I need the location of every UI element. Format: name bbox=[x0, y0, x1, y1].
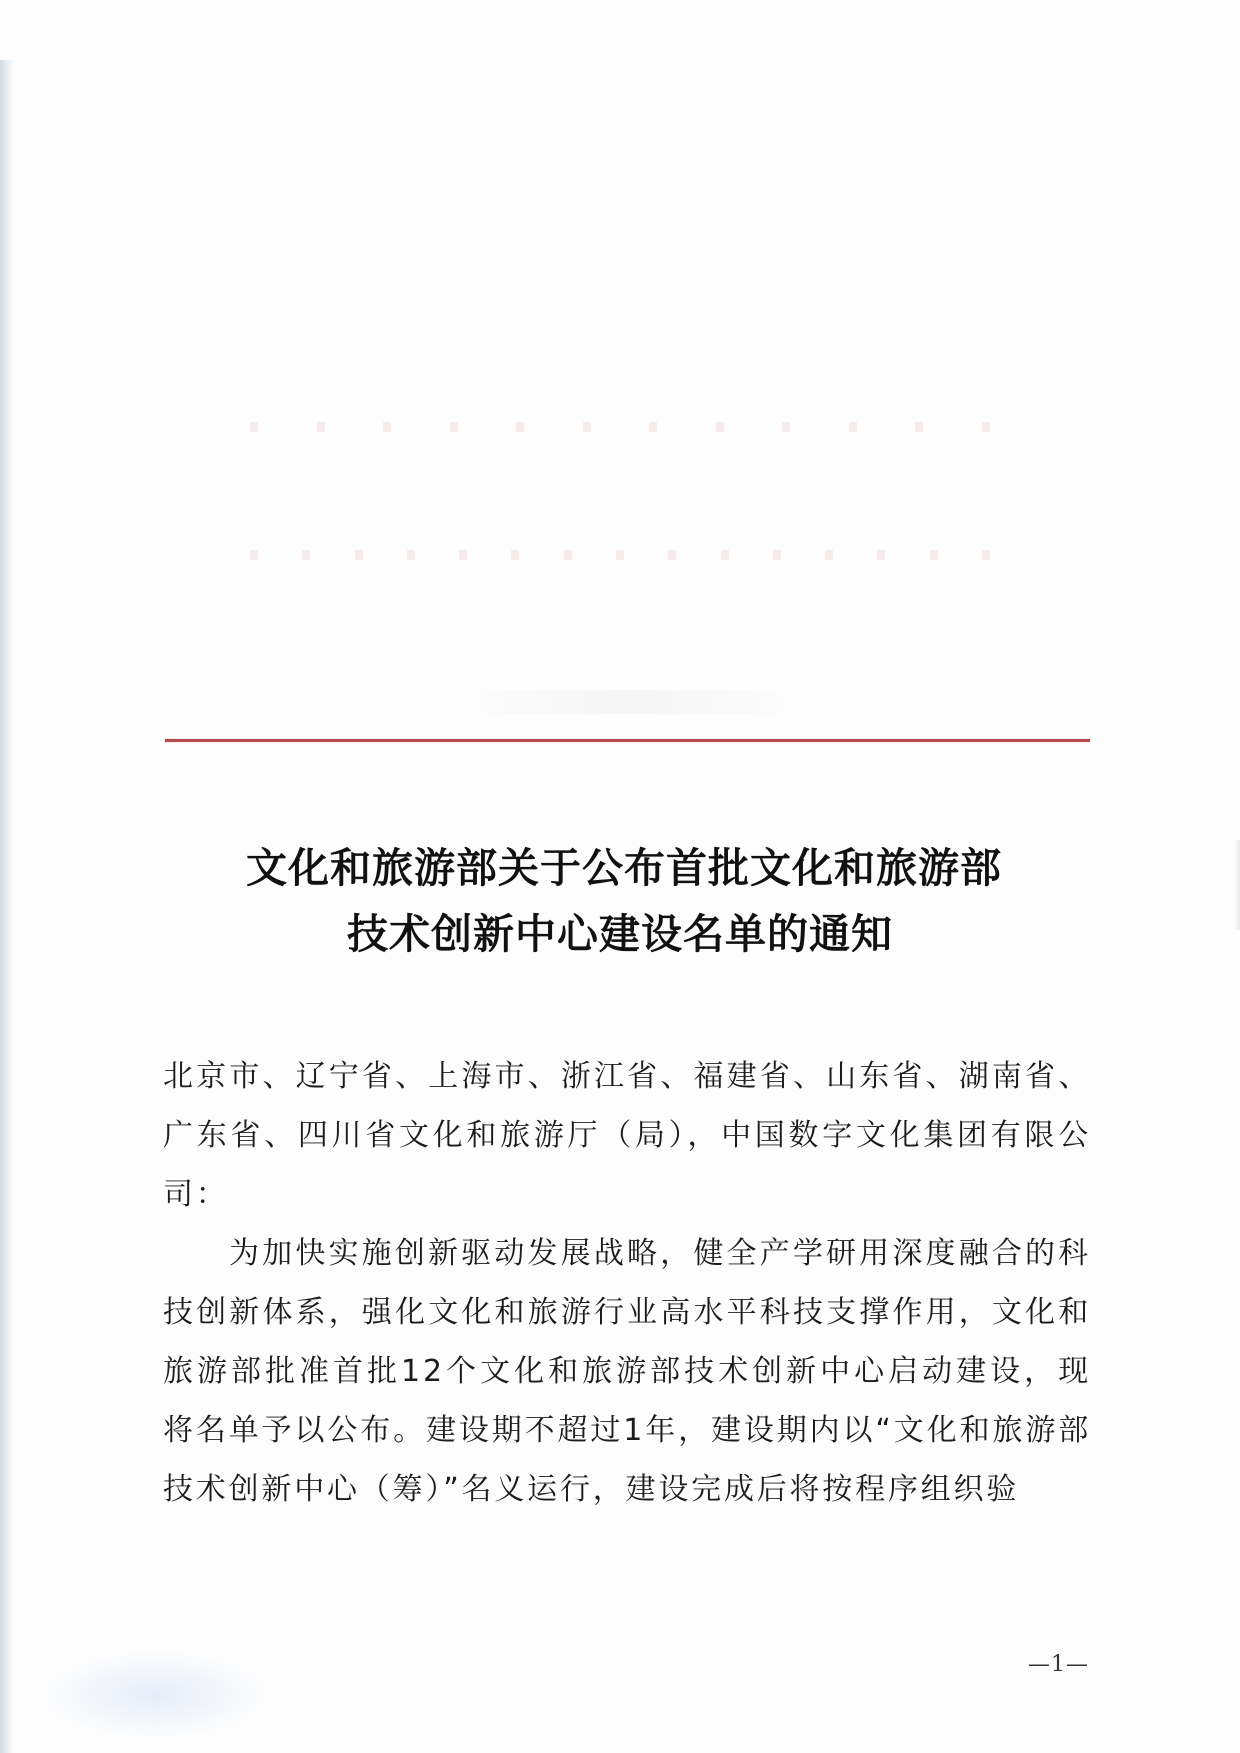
letterhead-faded-row bbox=[250, 548, 990, 562]
document-title bbox=[0, 835, 1240, 967]
scan-smudge bbox=[40, 1650, 270, 1740]
title-line-2: 技术创新中心建设名单的通知 bbox=[347, 910, 893, 958]
title-line-1: 文化和旅游部关于公布首批文化和旅游部 bbox=[246, 844, 1002, 892]
letterhead-faded-row bbox=[250, 420, 990, 434]
addressee-line: 北京市、辽宁省、上海市、浙江省、福建省、山东省、湖南省、广东省、四川省文化和旅游厅（局），中国数字文化集团有限公司： bbox=[163, 1059, 1091, 1212]
page-number: —1— bbox=[1028, 1652, 1089, 1677]
body-paragraph: 为加快实施创新驱动发展战略，健全产学研用深度融合的科技创新体系，强化文化和旅游行业高水平科技支撑作用，文化和旅游部批准首批12个文化和旅游部技术创新中心启动建设，现将名单予以公布。建设期不超过1年，建设期内以“文化和旅游部技术创新中心（筹）”名义运行，建设完成后将按程序组织验 bbox=[163, 1236, 1091, 1507]
document-number-faded bbox=[440, 690, 820, 714]
red-divider-rule bbox=[165, 739, 1090, 742]
